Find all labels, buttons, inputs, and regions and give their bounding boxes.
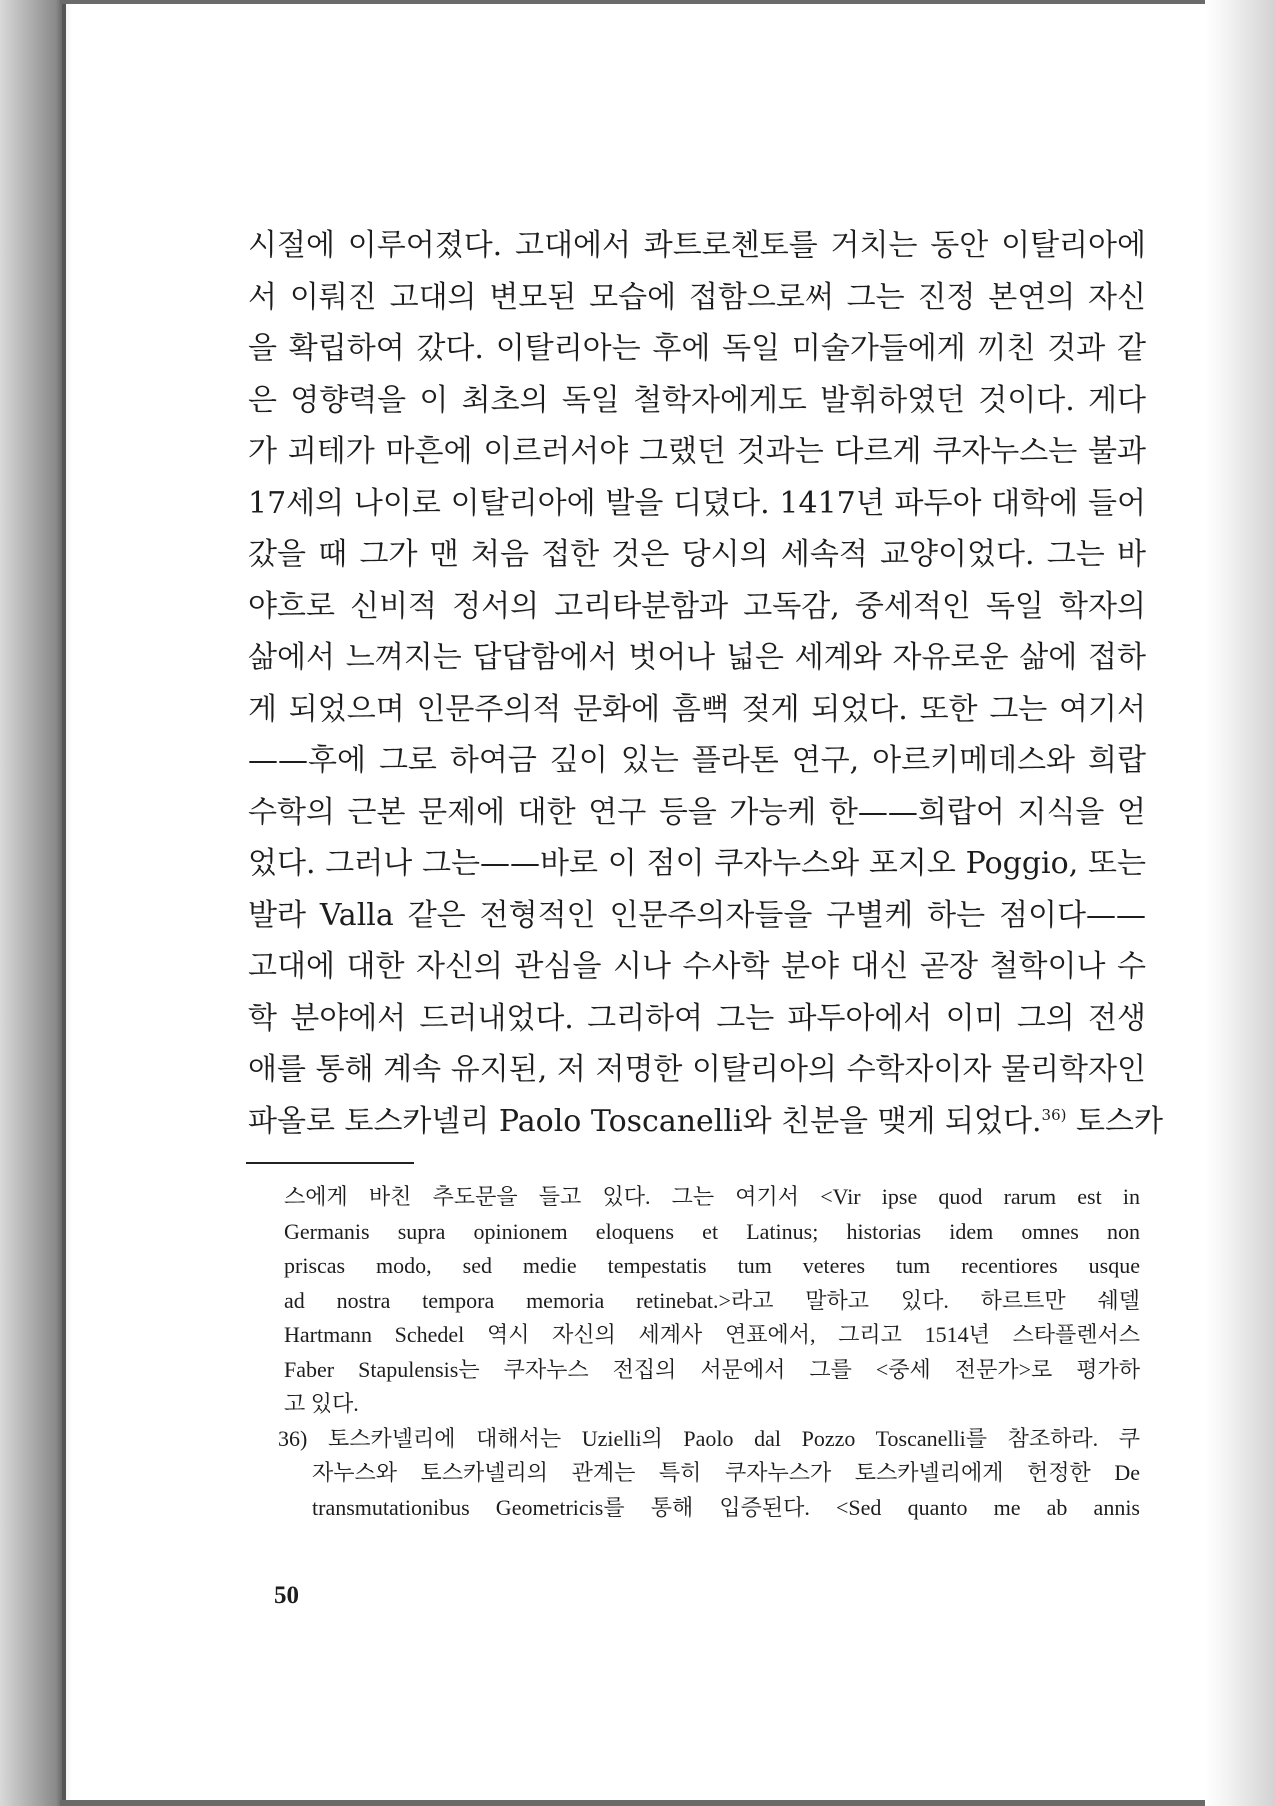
body-line-16: 학 분야에서 드러내었다. 그리하여 그는 파두아에서 이미 그의 전생 <box>248 1000 1146 1036</box>
body-line-2: 서 이뤄진 고대의 변모된 모습에 접함으로써 그는 진정 본연의 자신 <box>248 279 1146 315</box>
footnote-continued-line-3: priscas modo, sed medie tempestatis tum veteres tum recentiores usque <box>284 1253 1140 1278</box>
body-line-7: 갔을 때 그가 맨 처음 접한 것은 당시의 세속적 교양이었다. 그는 바 <box>248 537 1146 572</box>
body-line-11: ——후에 그로 하여금 깊이 있는 플라톤 연구, 아르키메데스와 희랍 <box>248 743 1146 778</box>
body-line-17: 애를 통해 계속 유지된, 저 저명한 이탈리아의 수학자이자 물리학자인 <box>248 1052 1146 1087</box>
body-line-12: 수학의 근본 문제에 대한 연구 등을 가능케 한——희랍어 지식을 얻 <box>248 794 1146 830</box>
footnote-36-line-2: 자누스와 토스카넬리의 관계는 특히 쿠자누스가 토스카넬리에게 헌정한 De <box>312 1460 1140 1485</box>
body-line-3: 을 확립하여 갔다. 이탈리아는 후에 독일 미술가들에게 끼친 것과 같 <box>248 331 1146 366</box>
footnote-continued-line-4: ad nostra tempora memoria retinebat.>라고 말하고 있다. 하르트만 쉐델 <box>284 1287 1140 1313</box>
body-line-4: 은 영향력을 이 최초의 독일 철학자에게도 발휘하였던 것이다. 게다 <box>248 382 1146 418</box>
footnotes-block <box>278 1180 1140 1525</box>
body-line-14: 발라 Valla 같은 전형적인 인문주의자들을 구별케 하는 점이다—— <box>248 897 1146 933</box>
footnote-continued-line-1: 스에게 바친 추도문을 들고 있다. 그는 여기서 <Vir ipse quod rarum est in <box>284 1184 1140 1209</box>
footnote-continued-line-6: Faber Stapulensis는 쿠자누스 전집의 서문에서 그를 <중세 전문가>로 평가하 <box>284 1356 1140 1382</box>
page-number: 50 <box>274 1582 299 1609</box>
body-line-18 <box>248 1096 1163 1148</box>
body-line-9: 삶에서 느껴지는 답답함에서 벗어나 넓은 세계와 자유로운 삶에 접하 <box>248 640 1146 675</box>
body-line-15: 고대에 대한 자신의 관심을 시나 수사학 분야 대신 곧장 철학이나 수 <box>248 949 1146 984</box>
footnote-continued-line-2: Germanis supra opinionem eloquens et Latinus; historias idem omnes non <box>284 1218 1140 1244</box>
body-line-8: 야흐로 신비적 정서의 고리타분함과 고독감, 중세적인 독일 학자의 <box>248 588 1146 624</box>
body-line-13: 었다. 그러나 그는——바로 이 점이 쿠자누스와 포지오 Poggio, 또는 <box>248 846 1146 881</box>
page-top-border <box>60 0 1220 4</box>
body-line-18-tail: 토스카 <box>1066 1103 1163 1139</box>
footnote-separator-rule <box>246 1162 414 1164</box>
page-bottom-border <box>60 1800 1220 1806</box>
body-line-1: 시절에 이루어졌다. 고대에서 콰트로첸토를 거치는 동안 이탈리아에 <box>248 228 1146 263</box>
footnote-reference-36: 36) <box>1041 1105 1067 1124</box>
footnote-continued-line-7: 고 있다. <box>284 1391 359 1416</box>
body-line-10: 게 되었으며 인문주의적 문화에 흠뻑 젖게 되었다. 또한 그는 여기서 <box>248 691 1146 727</box>
footnote-continued-line-5: Hartmann Schedel 역시 자신의 세계사 연표에서, 그리고 1514년 스타플렌서스 <box>284 1322 1140 1347</box>
page-left-border <box>62 0 66 1806</box>
footnote-36-line-3: transmutationibus Geometricis를 통해 입증된다. <Sed quanto me ab annis <box>312 1494 1140 1520</box>
page-right-edge-shadow <box>1205 0 1275 1806</box>
body-line-5: 가 괴테가 마흔에 이르러서야 그랬던 것과는 다르게 쿠자누스는 불과 <box>248 434 1146 469</box>
body-line-18-text: 파올로 토스카넬리 Paolo Toscanelli와 친분을 맺게 되었다. <box>248 1103 1042 1139</box>
footnote-36-line-1: 36) 토스카넬리에 대해서는 Uzielli의 Paolo dal Pozzo Toscanelli를 참조하라. 쿠 <box>278 1425 1140 1451</box>
body-line-6: 17세의 나이로 이탈리아에 발을 디뎠다. 1417년 파두아 대학에 들어 <box>248 485 1146 521</box>
main-body-text <box>248 220 1163 1147</box>
